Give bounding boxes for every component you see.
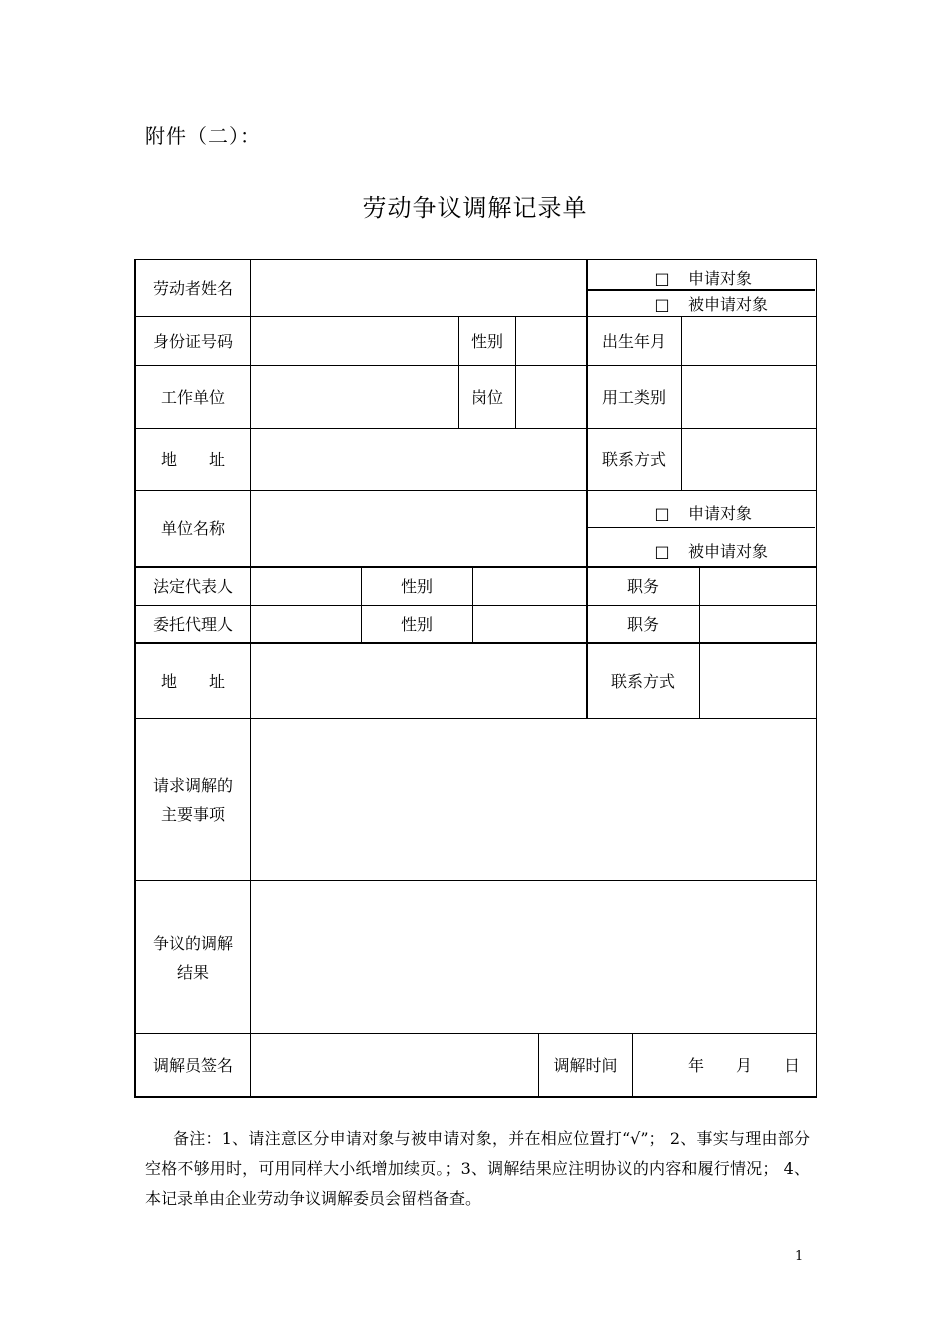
mediation-result-line2: 结果 (176, 962, 209, 982)
mediation-result-line1: 争议的调解 (152, 933, 233, 953)
unit-applicant-option[interactable] (600, 499, 810, 527)
id-number-field[interactable] (251, 317, 458, 365)
post-field[interactable] (516, 366, 586, 428)
id-number-label: 身份证号码 (152, 331, 233, 351)
unit-name-label: 单位名称 (160, 519, 225, 538)
mediation-result-label (136, 882, 250, 1033)
request-matters-line2: 主要事项 (160, 804, 225, 824)
request-matters-label (136, 719, 250, 880)
mediation-time-label: 调解时间 (553, 1056, 618, 1075)
worker-address-field[interactable] (251, 429, 586, 490)
legal-rep-gender-field[interactable] (473, 568, 586, 605)
unit-address-field[interactable] (251, 644, 586, 718)
agent-field[interactable] (251, 606, 361, 642)
mediator-sign-label: 调解员签名 (152, 1056, 233, 1075)
request-matters-field[interactable] (251, 719, 816, 880)
unit-contact-field[interactable] (700, 644, 816, 718)
option-label: 申请对象 (688, 503, 753, 523)
form-title: 劳动争议调解记录单 (362, 194, 588, 222)
legal-rep-label: 法定代表人 (152, 577, 233, 596)
attachment-label: 附件（二）： (145, 124, 261, 148)
legal-rep-field[interactable] (251, 568, 361, 605)
work-unit-label: 工作单位 (160, 387, 225, 407)
agent-position-label: 职务 (626, 614, 659, 634)
agent-gender-field[interactable] (473, 606, 586, 642)
worker-name-field[interactable] (251, 260, 586, 316)
checkbox-icon[interactable]: □ (654, 268, 670, 288)
birth-label: 出生年月 (601, 331, 666, 351)
gender-label: 性别 (470, 331, 503, 351)
unit-respondent-option[interactable] (600, 537, 810, 565)
employment-type-field[interactable] (682, 366, 816, 428)
option-label: 被申请对象 (688, 541, 769, 561)
unit-name-field[interactable] (251, 491, 586, 566)
legal-rep-position-field[interactable] (700, 568, 816, 605)
request-matters-line1: 请求调解的 (152, 775, 233, 795)
checkbox-icon[interactable]: □ (654, 503, 670, 523)
checkbox-icon[interactable]: □ (654, 294, 670, 314)
employment-type-label: 用工类别 (601, 387, 666, 407)
unit-contact-label: 联系方式 (610, 671, 675, 691)
worker-contact-label: 联系方式 (601, 450, 666, 469)
legal-rep-gender-label: 性别 (400, 577, 433, 596)
checkbox-icon[interactable]: □ (654, 541, 670, 561)
mediation-result-field[interactable] (251, 882, 816, 1033)
option-label: 被申请对象 (688, 294, 769, 314)
mediator-sign-field[interactable] (251, 1034, 538, 1097)
worker-address-label: 地 址 (160, 450, 225, 469)
option-label: 申请对象 (688, 268, 753, 288)
post-label: 岗位 (470, 387, 503, 407)
worker-applicant-option[interactable] (600, 265, 810, 291)
legal-rep-position-label: 职务 (626, 577, 659, 596)
gender-field[interactable] (516, 317, 586, 365)
note-text: 备注：1、请注意区分申请对象与被申请对象，并在相应位置打“√”； 2、事实与理由部分空格不够用时，可用同样大小纸增加续页。；3、调解结果应注明协议的内容和履行情况； 4、本记录单由企业劳动争议调解委员会留档备查。 (145, 1129, 810, 1208)
mediation-date-field[interactable]: 年 月 日 (687, 1056, 800, 1075)
agent-position-field[interactable] (700, 606, 816, 642)
work-unit-field[interactable] (251, 366, 458, 428)
page-number: 1 (795, 1249, 804, 1264)
unit-address-label: 地 址 (160, 671, 225, 691)
worker-contact-field[interactable] (682, 429, 816, 490)
birth-field[interactable] (682, 317, 816, 365)
worker-name-label: 劳动者姓名 (152, 278, 233, 298)
worker-respondent-option[interactable] (600, 291, 810, 317)
agent-label: 委托代理人 (152, 614, 233, 634)
agent-gender-label: 性别 (400, 614, 433, 634)
